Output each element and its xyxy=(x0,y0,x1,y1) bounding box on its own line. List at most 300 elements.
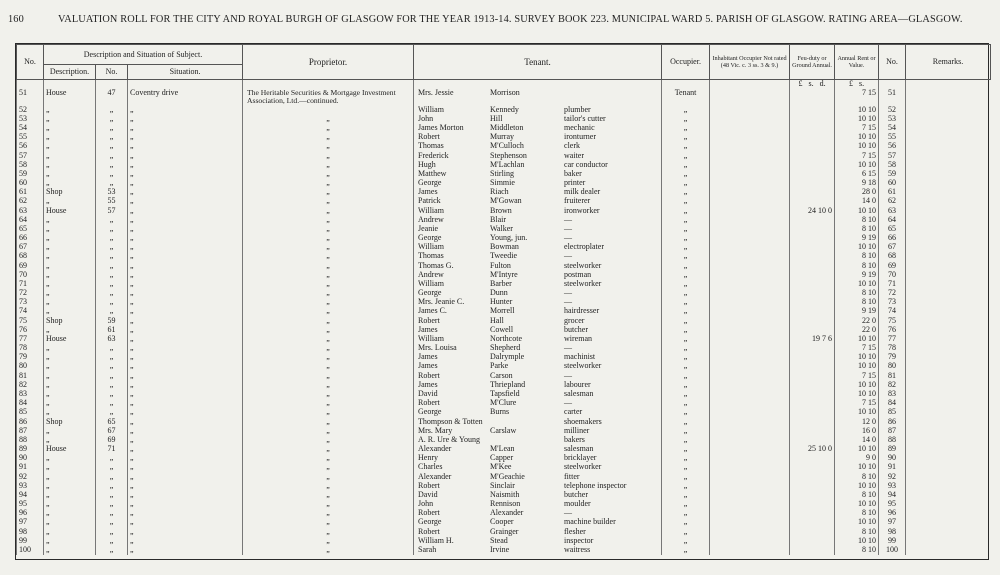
row-annual-rent: 8 10 xyxy=(835,491,879,500)
row-occupier: „ xyxy=(662,362,710,371)
unit-pounds: £ xyxy=(798,79,803,88)
row-inhabitant xyxy=(710,225,790,234)
tenant-occupation: ironturner xyxy=(564,133,597,142)
row-feu-duty xyxy=(790,362,835,371)
row-proprietor: „ xyxy=(243,243,414,252)
row-annual-rent: 10 10 xyxy=(835,362,879,371)
row-number-right: 79 xyxy=(879,353,906,362)
row-proprietor: „ xyxy=(243,234,414,243)
tenant-surname: Grainger xyxy=(490,527,519,536)
row-remarks xyxy=(906,482,991,491)
row-feu-duty xyxy=(790,454,835,463)
row-occupier: „ xyxy=(662,528,710,537)
row-remarks xyxy=(906,445,991,454)
row-house-number: „ xyxy=(96,161,128,170)
row-inhabitant xyxy=(710,445,790,454)
row-feu-duty xyxy=(790,142,835,151)
row-occupier: Tenant xyxy=(662,89,710,106)
row-inhabitant xyxy=(710,326,790,335)
row-remarks xyxy=(906,289,991,298)
row-occupier: „ xyxy=(662,518,710,527)
row-inhabitant xyxy=(710,115,790,124)
row-inhabitant xyxy=(710,298,790,307)
row-proprietor: „ xyxy=(243,362,414,371)
row-situation: „ xyxy=(128,344,243,353)
row-feu-duty xyxy=(790,179,835,188)
row-tenant xyxy=(414,518,662,527)
row-inhabitant xyxy=(710,179,790,188)
tenant-first-name: James C. xyxy=(418,307,447,316)
row-remarks xyxy=(906,463,991,472)
row-number-right: 90 xyxy=(879,454,906,463)
tenant-surname: Morrell xyxy=(490,307,515,316)
row-remarks xyxy=(906,262,991,271)
row-proprietor: „ xyxy=(243,344,414,353)
page-number: 160 xyxy=(8,14,24,25)
row-remarks xyxy=(906,518,991,527)
row-description: Shop xyxy=(44,317,96,326)
row-feu-duty xyxy=(790,482,835,491)
row-number-right: 61 xyxy=(879,188,906,197)
row-number: 64 xyxy=(17,216,44,225)
row-tenant xyxy=(414,500,662,509)
row-remarks xyxy=(906,234,991,243)
row-number-right: 53 xyxy=(879,115,906,124)
row-house-number: „ xyxy=(96,262,128,271)
row-house-number: „ xyxy=(96,518,128,527)
tenant-occupation: — xyxy=(564,224,573,233)
row-situation: „ xyxy=(128,372,243,381)
row-occupier: „ xyxy=(662,197,710,206)
tenant-surname: M'Intyre xyxy=(490,270,518,279)
tenant-surname: Brown xyxy=(490,206,512,215)
table-row xyxy=(17,372,991,381)
row-number: 94 xyxy=(17,491,44,500)
row-house-number: 63 xyxy=(96,335,128,344)
row-number-right: 81 xyxy=(879,372,906,381)
table-row xyxy=(17,445,991,454)
table-row xyxy=(17,353,991,362)
row-situation: „ xyxy=(128,280,243,289)
row-number-right: 85 xyxy=(879,408,906,417)
tenant-surname: Bowman xyxy=(490,243,519,252)
row-number: 100 xyxy=(17,546,44,555)
table-row xyxy=(17,252,991,261)
row-annual-rent: 8 10 xyxy=(835,509,879,518)
row-feu-duty xyxy=(790,289,835,298)
row-feu-duty xyxy=(790,124,835,133)
row-occupier: „ xyxy=(662,463,710,472)
tenant-occupation: — xyxy=(564,344,573,353)
row-number-right: 73 xyxy=(879,298,906,307)
tenant-first-name: Sarah xyxy=(418,545,437,554)
table-row xyxy=(17,89,991,106)
row-feu-duty xyxy=(790,418,835,427)
tenant-first-name: Robert xyxy=(418,316,440,325)
row-proprietor: „ xyxy=(243,124,414,133)
tenant-occupation: salesman xyxy=(564,390,594,398)
tenant-first-name: William xyxy=(418,334,444,343)
row-house-number: „ xyxy=(96,124,128,133)
money-units-row xyxy=(17,80,991,89)
table-row xyxy=(17,518,991,527)
row-remarks xyxy=(906,399,991,408)
row-annual-rent: 8 10 xyxy=(835,262,879,271)
row-occupier: „ xyxy=(662,170,710,179)
col-annual-rent: Annual Rent or Value. xyxy=(835,45,879,80)
tenant-first-name: Robert xyxy=(418,371,440,380)
row-occupier: „ xyxy=(662,491,710,500)
row-feu-duty xyxy=(790,197,835,206)
tenant-surname: Carson xyxy=(490,371,513,380)
row-tenant xyxy=(414,124,662,133)
tenant-occupation: — xyxy=(564,399,573,408)
row-remarks xyxy=(906,326,991,335)
row-inhabitant xyxy=(710,381,790,390)
row-situation: „ xyxy=(128,133,243,142)
row-description: „ xyxy=(44,353,96,362)
row-number: 61 xyxy=(17,188,44,197)
row-inhabitant xyxy=(710,473,790,482)
table-row xyxy=(17,271,991,280)
row-remarks xyxy=(906,133,991,142)
row-proprietor: „ xyxy=(243,491,414,500)
row-situation: „ xyxy=(128,418,243,427)
row-situation: „ xyxy=(128,161,243,170)
row-description: „ xyxy=(44,326,96,335)
row-occupier: „ xyxy=(662,390,710,399)
row-number: 60 xyxy=(17,179,44,188)
row-tenant xyxy=(414,445,662,454)
row-tenant xyxy=(414,161,662,170)
table-row xyxy=(17,362,991,371)
row-inhabitant xyxy=(710,142,790,151)
tenant-occupation: clerk xyxy=(564,142,581,151)
row-description: „ xyxy=(44,170,96,179)
row-proprietor: „ xyxy=(243,500,414,509)
row-number-right: 87 xyxy=(879,427,906,436)
row-number-right: 92 xyxy=(879,473,906,482)
row-inhabitant xyxy=(710,372,790,381)
tenant-surname: Capper xyxy=(490,454,514,463)
row-description: „ xyxy=(44,463,96,472)
tenant-occupation: — xyxy=(564,298,573,307)
row-house-number: „ xyxy=(96,509,128,518)
tenant-occupation: — xyxy=(564,289,573,298)
row-number: 85 xyxy=(17,408,44,417)
table-row xyxy=(17,225,991,234)
tenant-occupation: steelworker xyxy=(564,261,602,270)
tenant-surname: Naismith xyxy=(490,490,520,499)
row-house-number: 67 xyxy=(96,427,128,436)
row-tenant xyxy=(414,89,662,106)
table-row xyxy=(17,106,991,115)
row-remarks xyxy=(906,225,991,234)
row-tenant xyxy=(414,353,662,362)
row-description: „ xyxy=(44,142,96,151)
row-situation: „ xyxy=(128,115,243,124)
row-house-number: „ xyxy=(96,491,128,500)
row-feu-duty xyxy=(790,427,835,436)
row-feu-duty xyxy=(790,372,835,381)
row-tenant xyxy=(414,106,662,115)
row-description: „ xyxy=(44,362,96,371)
row-feu-duty xyxy=(790,518,835,527)
row-occupier: „ xyxy=(662,335,710,344)
row-proprietor: „ xyxy=(243,170,414,179)
row-house-number: „ xyxy=(96,454,128,463)
roll-body xyxy=(17,80,991,556)
row-number-right: 96 xyxy=(879,509,906,518)
table-row xyxy=(17,170,991,179)
tenant-first-name: James xyxy=(418,353,438,362)
col-no-right: No. xyxy=(879,45,906,80)
row-annual-rent: 14 0 xyxy=(835,197,879,206)
tenant-surname: Dunn xyxy=(490,289,508,298)
row-annual-rent: 8 10 xyxy=(835,298,879,307)
row-tenant xyxy=(414,207,662,216)
row-situation: „ xyxy=(128,390,243,399)
row-inhabitant xyxy=(710,344,790,353)
tenant-surname: Riach xyxy=(490,188,509,197)
table-row xyxy=(17,473,991,482)
row-annual-rent: 10 10 xyxy=(835,537,879,546)
row-situation: „ xyxy=(128,271,243,280)
tenant-first-name: Mrs. Jessie xyxy=(418,88,454,97)
row-tenant xyxy=(414,473,662,482)
row-proprietor: „ xyxy=(243,418,414,427)
row-number: 80 xyxy=(17,362,44,371)
row-remarks xyxy=(906,362,991,371)
row-occupier: „ xyxy=(662,161,710,170)
row-description: House xyxy=(44,335,96,344)
row-house-number: „ xyxy=(96,390,128,399)
row-tenant xyxy=(414,463,662,472)
tenant-occupation: labourer xyxy=(564,380,591,389)
table-row xyxy=(17,399,991,408)
row-proprietor: „ xyxy=(243,473,414,482)
table-row xyxy=(17,317,991,326)
row-proprietor: „ xyxy=(243,408,414,417)
row-remarks xyxy=(906,115,991,124)
tenant-surname: Tapsfield xyxy=(490,390,520,398)
row-number: 91 xyxy=(17,463,44,472)
row-situation: „ xyxy=(128,216,243,225)
tenant-first-name: Thompson & Totten xyxy=(418,417,483,426)
row-number-right: 63 xyxy=(879,207,906,216)
row-house-number: „ xyxy=(96,142,128,151)
tenant-surname: Blair xyxy=(490,215,507,224)
row-annual-rent: 9 19 xyxy=(835,307,879,316)
table-row xyxy=(17,528,991,537)
tenant-occupation: carter xyxy=(564,408,583,417)
row-annual-rent: 10 10 xyxy=(835,106,879,115)
row-annual-rent: 7 15 xyxy=(835,89,879,106)
row-feu-duty xyxy=(790,463,835,472)
row-inhabitant xyxy=(710,399,790,408)
tenant-occupation: — xyxy=(564,234,573,243)
row-tenant xyxy=(414,179,662,188)
row-number: 73 xyxy=(17,298,44,307)
row-inhabitant xyxy=(710,262,790,271)
tenant-occupation: milk dealer xyxy=(564,188,601,197)
tenant-surname: M'Culloch xyxy=(490,142,524,151)
row-remarks xyxy=(906,124,991,133)
row-situation: „ xyxy=(128,509,243,518)
row-proprietor: „ xyxy=(243,482,414,491)
row-feu-duty xyxy=(790,491,835,500)
row-feu-duty xyxy=(790,152,835,161)
row-annual-rent: 8 10 xyxy=(835,225,879,234)
row-situation: „ xyxy=(128,317,243,326)
tenant-surname: Rennison xyxy=(490,500,521,509)
row-house-number: „ xyxy=(96,353,128,362)
row-feu-duty: 24 10 0 xyxy=(790,207,835,216)
row-proprietor: „ xyxy=(243,518,414,527)
row-house-number: 47 xyxy=(96,89,128,106)
row-number-right: 58 xyxy=(879,161,906,170)
table-row xyxy=(17,262,991,271)
row-number: 77 xyxy=(17,335,44,344)
row-proprietor: „ xyxy=(243,509,414,518)
tenant-occupation: bakers xyxy=(564,435,585,444)
row-number: 89 xyxy=(17,445,44,454)
tenant-first-name: Henry xyxy=(418,454,439,463)
row-remarks xyxy=(906,161,991,170)
row-annual-rent: 10 10 xyxy=(835,115,879,124)
row-remarks xyxy=(906,106,991,115)
row-situation: „ xyxy=(128,362,243,371)
tenant-surname: Irvine xyxy=(490,545,510,554)
row-situation: „ xyxy=(128,152,243,161)
row-proprietor: „ xyxy=(243,207,414,216)
row-proprietor xyxy=(243,89,414,106)
tenant-first-name: Jeanie xyxy=(418,224,439,233)
table-row xyxy=(17,427,991,436)
row-house-number: 53 xyxy=(96,188,128,197)
row-tenant xyxy=(414,252,662,261)
row-number-right: 83 xyxy=(879,390,906,399)
row-proprietor: „ xyxy=(243,427,414,436)
row-occupier: „ xyxy=(662,133,710,142)
row-annual-rent: 10 10 xyxy=(835,243,879,252)
row-remarks xyxy=(906,207,991,216)
tenant-occupation: tailor's cutter xyxy=(564,114,606,123)
row-situation: „ xyxy=(128,537,243,546)
row-situation: „ xyxy=(128,353,243,362)
row-number: 74 xyxy=(17,307,44,316)
tenant-first-name: Matthew xyxy=(418,169,447,178)
row-remarks xyxy=(906,408,991,417)
row-feu-duty xyxy=(790,271,835,280)
tenant-occupation: steelworker xyxy=(564,279,602,288)
row-remarks xyxy=(906,298,991,307)
row-situation: „ xyxy=(128,197,243,206)
row-occupier: „ xyxy=(662,179,710,188)
row-inhabitant xyxy=(710,537,790,546)
table-row xyxy=(17,133,991,142)
row-feu-duty xyxy=(790,473,835,482)
row-house-number: „ xyxy=(96,115,128,124)
col-no: No. xyxy=(17,45,44,80)
tenant-first-name: William H. xyxy=(418,536,454,545)
row-inhabitant xyxy=(710,188,790,197)
row-tenant xyxy=(414,399,662,408)
row-description: „ xyxy=(44,179,96,188)
row-proprietor: „ xyxy=(243,298,414,307)
tenant-surname: Barber xyxy=(490,279,512,288)
row-number: 71 xyxy=(17,280,44,289)
row-number: 76 xyxy=(17,326,44,335)
row-feu-duty: 25 10 0 xyxy=(790,445,835,454)
tenant-first-name: James xyxy=(418,362,438,371)
tenant-first-name: James xyxy=(418,380,438,389)
row-remarks xyxy=(906,500,991,509)
row-number-right: 97 xyxy=(879,518,906,527)
row-remarks xyxy=(906,344,991,353)
row-number-right: 68 xyxy=(879,252,906,261)
row-house-number: „ xyxy=(96,234,128,243)
row-description: „ xyxy=(44,500,96,509)
row-remarks xyxy=(906,252,991,261)
row-occupier: „ xyxy=(662,408,710,417)
row-description: „ xyxy=(44,546,96,555)
tenant-surname: Fulton xyxy=(490,261,511,270)
row-situation: „ xyxy=(128,142,243,151)
table-row xyxy=(17,207,991,216)
row-occupier: „ xyxy=(662,115,710,124)
row-house-number: „ xyxy=(96,362,128,371)
row-number: 82 xyxy=(17,381,44,390)
row-occupier: „ xyxy=(662,307,710,316)
row-house-number: „ xyxy=(96,399,128,408)
row-annual-rent: 10 10 xyxy=(835,445,879,454)
row-occupier: „ xyxy=(662,473,710,482)
row-house-number: „ xyxy=(96,298,128,307)
tenant-occupation: — xyxy=(564,252,573,261)
row-annual-rent: 10 10 xyxy=(835,335,879,344)
table-row xyxy=(17,234,991,243)
row-feu-duty: 19 7 6 xyxy=(790,335,835,344)
table-row xyxy=(17,124,991,133)
tenant-surname: Carslaw xyxy=(490,426,517,435)
tenant-first-name: Andrew xyxy=(418,270,444,279)
row-proprietor: „ xyxy=(243,399,414,408)
row-annual-rent: 9 0 xyxy=(835,454,879,463)
table-row xyxy=(17,344,991,353)
row-proprietor: „ xyxy=(243,161,414,170)
row-proprietor: „ xyxy=(243,326,414,335)
row-tenant xyxy=(414,546,662,555)
row-annual-rent: 10 10 xyxy=(835,353,879,362)
row-house-number: „ xyxy=(96,271,128,280)
row-annual-rent: 8 10 xyxy=(835,216,879,225)
unit-shillings: s. xyxy=(808,79,814,88)
row-feu-duty xyxy=(790,225,835,234)
tenant-occupation: — xyxy=(564,509,573,518)
tenant-first-name: Mrs. Mary xyxy=(418,426,453,435)
row-tenant xyxy=(414,234,662,243)
row-proprietor: „ xyxy=(243,372,414,381)
row-annual-rent: 10 10 xyxy=(835,482,879,491)
row-inhabitant xyxy=(710,518,790,527)
row-description: „ xyxy=(44,509,96,518)
row-number: 95 xyxy=(17,500,44,509)
table-row xyxy=(17,390,991,399)
row-feu-duty xyxy=(790,280,835,289)
row-annual-rent: 10 10 xyxy=(835,207,879,216)
tenant-first-name: George xyxy=(418,234,442,243)
